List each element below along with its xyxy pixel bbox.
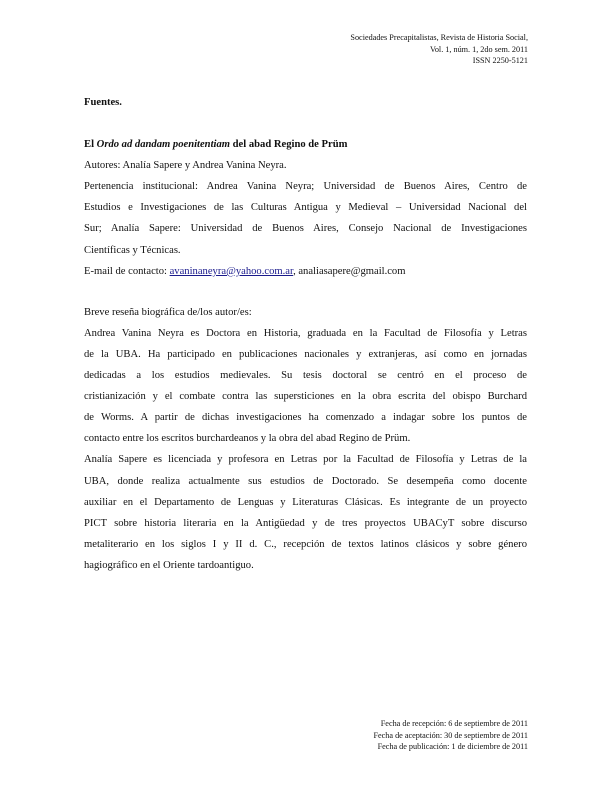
bio-line: metaliterario en los siglos I y II d. C., recepción de textos latinos clásicos y sobre género <box>84 538 527 550</box>
journal-header <box>350 32 528 67</box>
received-date: Fecha de recepción: 6 de septiembre de 2011 <box>380 719 528 728</box>
section-title: Fuentes. <box>84 97 122 108</box>
bio-heading: Breve reseña biográfica de/los autor/es: <box>84 306 252 318</box>
accepted-date: Fecha de aceptación: 30 de septiembre de 2011 <box>373 730 528 740</box>
title-italic: Ordo ad dandam poenitentiam <box>96 139 230 151</box>
bio-line: contacto entre los escritos burchardeanos y la obra del abad Regino de Prüm. <box>84 433 411 445</box>
bio-line: Analía Sapere es licenciada y profesora en Letras por la Facultad de Filosofía y Letras de la <box>84 454 527 466</box>
affiliation-line: Científicas y Técnicas. <box>84 244 181 256</box>
article-title <box>84 134 527 155</box>
bio-text <box>84 323 527 576</box>
title-prefix: El <box>84 139 97 151</box>
bio-line: de la UBA. Ha participado en publicaciones nacionales y extranjeras, así como en jornadas <box>84 348 527 360</box>
article-body <box>84 92 527 576</box>
bio-line: PICT sobre historia literaria en la Antigüedad y de tres proyectos UBACyT sobre discurso <box>84 517 527 529</box>
bio-line: de Worms. A partir de dichas investigaciones ha comenzado a indagar sobre los puntos de <box>84 412 527 424</box>
email-link-neyra[interactable]: avaninaneyra@yahoo.com.ar <box>169 265 294 277</box>
article-dates <box>373 718 528 753</box>
contact-line <box>84 261 527 282</box>
contact-separator: , <box>293 265 299 277</box>
affiliation-line: Pertenencia institucional: Andrea Vanina Neyra; Universidad de Buenos Aires, Centro de <box>84 181 527 193</box>
affiliation <box>84 176 527 260</box>
bio-line: Andrea Vanina Neyra es Doctora en Historia, graduada en la Facultad de Filosofía y Letras <box>84 327 527 339</box>
title-suffix: del abad Regino de Prüm <box>230 139 348 151</box>
affiliation-line: Estudios e Investigaciones de las Culturas Antigua y Medieval – Universidad Nacional del <box>84 202 527 214</box>
bio-line: cristianización y el combate contra las supersticiones en la obra escrita del obispo Burchard <box>84 391 527 403</box>
journal-volume: Vol. 1, núm. 1, 2do sem. 2011 <box>429 44 528 54</box>
bio-line: dedicadas a los estudios medievales. Su tesis doctoral se centró en el proceso de <box>84 370 527 382</box>
spacer <box>84 282 527 302</box>
bio-line: auxiliar en el Departamento de Lenguas y Literaturas Clásicas. Es integrante de un proyecto <box>84 496 527 508</box>
affiliation-line: Sur; Analía Sapere: Universidad de Buenos Aires, Consejo Nacional de Investigaciones <box>84 223 527 235</box>
email-sapere: analiasapere@gmail.com <box>298 265 406 277</box>
bio-line: UBA, donde realiza actualmente sus estudios de Doctorado. Se desempeña como docente <box>84 475 527 487</box>
published-date: Fecha de publicación: 1 de diciembre de 2011 <box>377 742 528 752</box>
journal-issn: ISSN 2250-5121 <box>472 56 528 66</box>
journal-title: Sociedades Precapitalistas, Revista de Historia Social, <box>350 33 528 42</box>
contact-label: E-mail de contacto: <box>84 265 170 277</box>
authors: Autores: Analía Sapere y Andrea Vanina Neyra. <box>84 160 287 172</box>
bio-line: hagiográfico en el Oriente tardoantiguo. <box>84 559 254 571</box>
